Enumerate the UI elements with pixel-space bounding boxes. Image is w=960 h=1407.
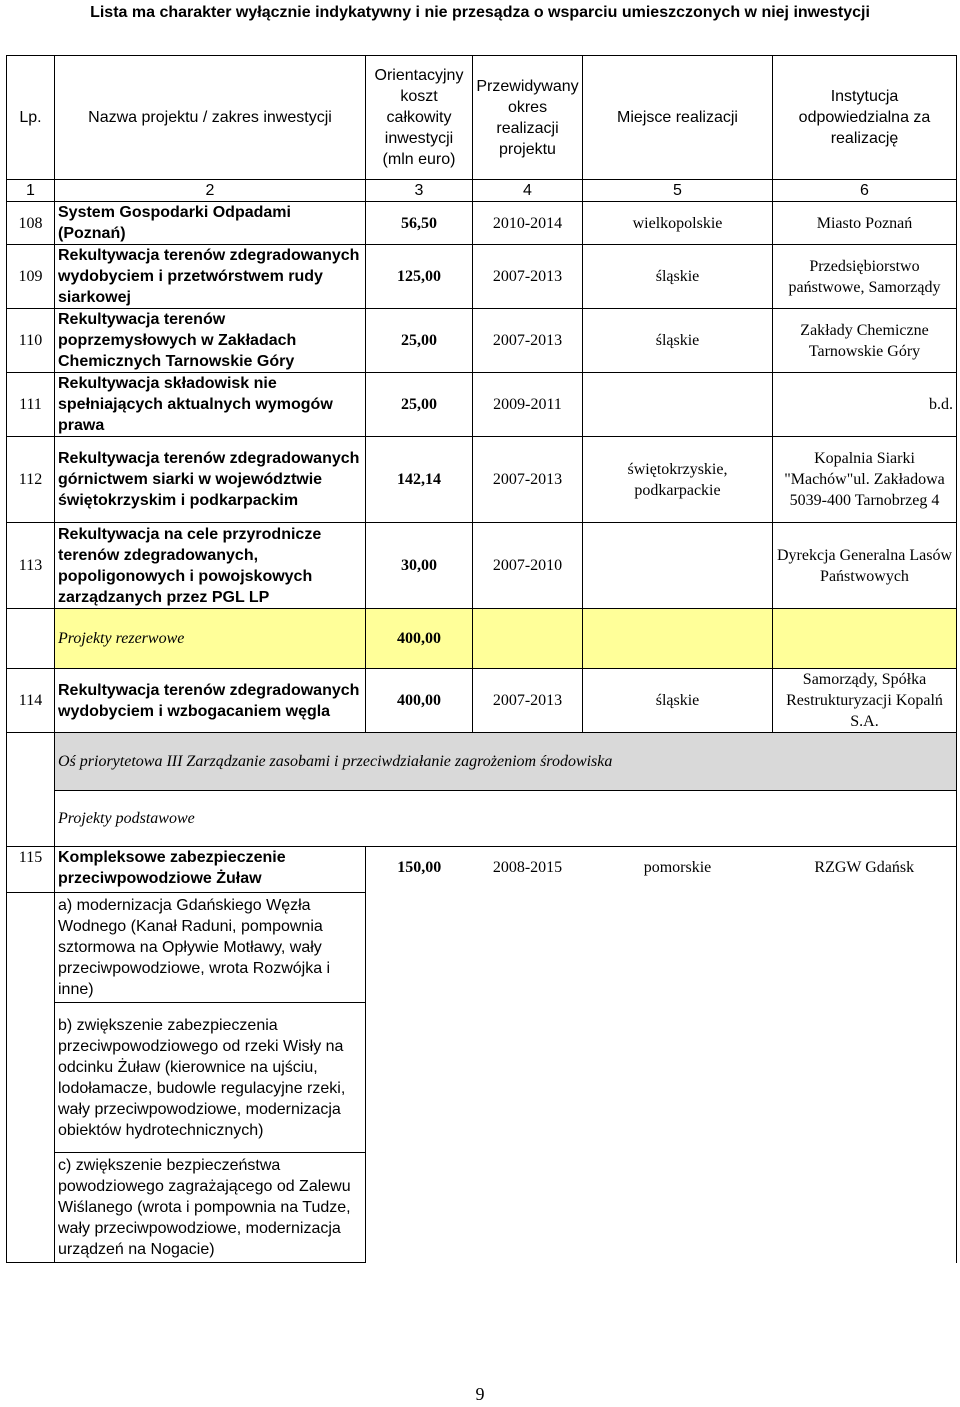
axis-empty-cell: [7, 733, 55, 791]
subitem-row: [7, 1153, 957, 1263]
table-header-row: [7, 56, 957, 180]
row-institution: b.d.: [773, 373, 957, 437]
row-name: System Gospodarki Odpadami (Poznań): [55, 202, 366, 245]
table-row: [7, 373, 957, 437]
col-number-1: 1: [7, 180, 55, 202]
reserve-projects-row: [7, 609, 957, 669]
row-period: 2010-2014: [473, 202, 583, 245]
row-name: Rekultywacja terenów zdegradowanych górnictwem siarki w województwie świętokrzyskim i podkarpackim: [55, 437, 366, 523]
row-lp: 110: [7, 309, 55, 373]
col-header-period: Przewidywany okres realizacji projektu: [473, 56, 583, 180]
page-number: 9: [475, 1384, 485, 1404]
col-number-3: 3: [366, 180, 473, 202]
row-cost: 400,00: [366, 669, 473, 733]
axis-title: Oś priorytetowa III Zarządzanie zasobami i przeciwdziałanie zagrożeniom środowiska: [55, 733, 957, 791]
row-cost: 150,00: [366, 847, 473, 893]
subitem-row: [7, 893, 957, 1003]
row-period: 2007-2013: [473, 309, 583, 373]
basic-empty-cell: [7, 791, 55, 847]
row-lp: 109: [7, 245, 55, 309]
row-institution: Przedsiębiorstwo państwowe, Samorządy: [773, 245, 957, 309]
row-institution: Kopalnia Siarki "Machów"ul. Zakładowa 5039-400 Tarnobrzeg 4: [773, 437, 957, 523]
row-cost: 30,00: [366, 523, 473, 609]
row-institution: Samorządy, Spółka Restrukturyzacji Kopalń S.A.: [773, 669, 957, 733]
table-row: [7, 523, 957, 609]
row-period: 2007-2013: [473, 245, 583, 309]
col-number-4: 4: [473, 180, 583, 202]
row-lp: 115: [7, 847, 55, 893]
row-period: 2007-2010: [473, 523, 583, 609]
basic-projects-row: [7, 791, 957, 847]
column-numbers-row: [7, 180, 957, 202]
col-header-name: Nazwa projektu / zakres inwestycji: [55, 56, 366, 180]
row-institution: RZGW Gdańsk: [773, 847, 957, 893]
row-institution: Dyrekcja Generalna Lasów Państwowych: [773, 523, 957, 609]
header-note: Lista ma charakter wyłącznie indykatywny i nie przesądza o wsparciu umieszczonych w niej inwestycji: [90, 4, 870, 21]
subitem-filler: [366, 1153, 957, 1263]
row-period: 2008-2015: [473, 847, 583, 893]
row-cost: 25,00: [366, 373, 473, 437]
subitem-filler: [366, 1003, 957, 1153]
subitem-a: a) modernizacja Gdańskiego Węzła Wodnego (Kanał Raduni, pompownia sztormowa na Opływie Motławy, wały przeciwpowodziowe, wrota Rozwójka i inne): [55, 893, 366, 1003]
table-row: [7, 847, 957, 893]
row-lp: 113: [7, 523, 55, 609]
row-place: pomorskie: [583, 847, 773, 893]
projects-table: [6, 55, 957, 1263]
row-place: śląskie: [583, 669, 773, 733]
col-header-place: Miejsce realizacji: [583, 56, 773, 180]
subitem-empty-cell: [7, 1003, 55, 1153]
row-lp: 112: [7, 437, 55, 523]
col-number-6: 6: [773, 180, 957, 202]
table-row: [7, 245, 957, 309]
subitem-c: c) zwiększenie bezpieczeństwa powodziowego zagrażającego od Zalewu Wiślanego (wrota i pompownia na Tudze, wały przeciwpowodziowe, modernizacja urządzeń na Nogacie): [55, 1153, 366, 1263]
table-row: [7, 309, 957, 373]
basic-projects-label: Projekty podstawowe: [55, 791, 957, 847]
row-institution: Miasto Poznań: [773, 202, 957, 245]
table-row: [7, 669, 957, 733]
row-institution: Zakłady Chemiczne Tarnowskie Góry: [773, 309, 957, 373]
row-name: Rekultywacja terenów zdegradowanych wydobyciem i wzbogacaniem węgla: [55, 669, 366, 733]
table-row: [7, 437, 957, 523]
row-period: 2009-2011: [473, 373, 583, 437]
row-name: Rekultywacja na cele przyrodnicze terenów zdegradowanych, popoligonowych i powojskowych zarządzanych przez PGL LP: [55, 523, 366, 609]
row-place: śląskie: [583, 245, 773, 309]
col-header-lp: Lp.: [7, 56, 55, 180]
row-period: 2007-2013: [473, 669, 583, 733]
col-header-institution: Instytucja odpowiedzialna za realizację: [773, 56, 957, 180]
row-place: świętokrzyskie, podkarpackie: [583, 437, 773, 523]
row-place: wielkopolskie: [583, 202, 773, 245]
row-cost: 125,00: [366, 245, 473, 309]
col-number-2: 2: [55, 180, 366, 202]
row-cost: 25,00: [366, 309, 473, 373]
row-name: Rekultywacja terenów zdegradowanych wydobyciem i przetwórstwem rudy siarkowej: [55, 245, 366, 309]
row-lp: 114: [7, 669, 55, 733]
subitem-empty-cell: [7, 893, 55, 1003]
row-cost: 142,14: [366, 437, 473, 523]
row-place: [583, 373, 773, 437]
row-name: Rekultywacja terenów poprzemysłowych w Zakładach Chemicznych Tarnowskie Góry: [55, 309, 366, 373]
subitem-filler: [366, 893, 957, 1003]
row-period: 2007-2013: [473, 437, 583, 523]
row-lp: 108: [7, 202, 55, 245]
row-name: Kompleksowe zabezpieczenie przeciwpowodziowe Żuław: [55, 847, 366, 893]
reserve-cost: 400,00: [366, 609, 473, 669]
subitem-empty-cell: [7, 1153, 55, 1263]
subitem-b: b) zwiększenie zabezpieczenia przeciwpowodziowego od rzeki Wisły na odcinku Żuław (kierownice na ujściu, lodołamacze, budowle regulacyjne rzeki, wały przeciwpowodziowe, modernizacja obiektów hydrotechnicznych): [55, 1003, 366, 1153]
reserve-label: Projekty rezerwowe: [55, 609, 366, 669]
table-row: [7, 202, 957, 245]
reserve-empty-cell: [7, 609, 55, 669]
subitem-row: [7, 1003, 957, 1153]
reserve-filler: [583, 609, 773, 669]
row-place: śląskie: [583, 309, 773, 373]
reserve-filler: [473, 609, 583, 669]
row-cost: 56,50: [366, 202, 473, 245]
row-name: Rekultywacja składowisk nie spełniających aktualnych wymogów prawa: [55, 373, 366, 437]
row-place: [583, 523, 773, 609]
row-lp: 111: [7, 373, 55, 437]
reserve-filler: [773, 609, 957, 669]
axis-row: [7, 733, 957, 791]
col-header-cost: Orientacyjny koszt całkowity inwestycji (mln euro): [366, 56, 473, 180]
col-number-5: 5: [583, 180, 773, 202]
